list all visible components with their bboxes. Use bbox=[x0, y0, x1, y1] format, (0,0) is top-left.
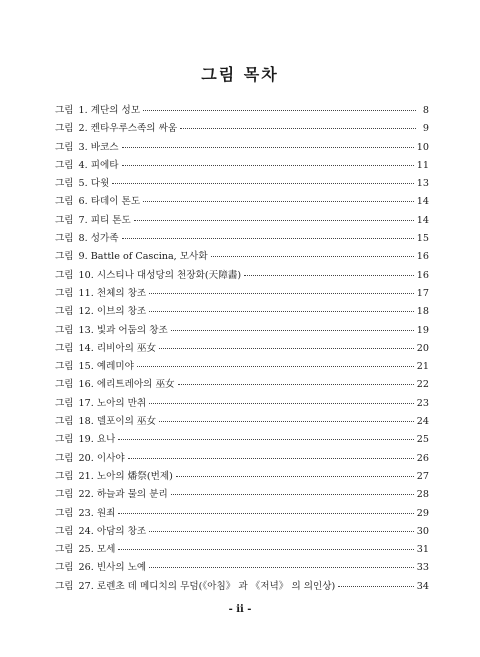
entry-prefix: 그림 bbox=[55, 562, 74, 574]
entry-prefix: 그림 bbox=[55, 105, 74, 116]
toc-entry bbox=[55, 505, 429, 523]
entry-prefix: 그림 bbox=[55, 159, 74, 171]
dot-leader bbox=[159, 347, 414, 349]
entry-title: 에리트레아의 巫女 bbox=[96, 379, 175, 391]
entry-number: 13. bbox=[78, 324, 94, 336]
entry-number: 21. bbox=[78, 470, 94, 482]
dot-leader bbox=[149, 292, 414, 294]
toc-entry bbox=[55, 358, 429, 376]
entry-page-number: 27 bbox=[416, 470, 429, 482]
entry-prefix: 그림 bbox=[55, 178, 74, 190]
toc-entry bbox=[55, 468, 429, 486]
page-number-footer: - ii - bbox=[228, 604, 252, 615]
entry-prefix: 그림 bbox=[55, 470, 74, 482]
entry-prefix: 그림 bbox=[55, 525, 74, 537]
dot-leader bbox=[149, 402, 414, 404]
toc-entry bbox=[55, 285, 429, 303]
toc-entry bbox=[55, 157, 429, 175]
toc-entry bbox=[55, 175, 429, 193]
entry-title: 계단의 성모 bbox=[90, 105, 141, 116]
entry-prefix: 그림 bbox=[55, 196, 74, 208]
toc-entry bbox=[55, 431, 429, 449]
entry-page-number: 9 bbox=[422, 123, 429, 135]
entry-prefix: 그림 bbox=[55, 397, 74, 409]
entry-page-number: 28 bbox=[416, 489, 429, 501]
entry-prefix: 그림 bbox=[55, 123, 74, 135]
dot-leader bbox=[338, 585, 413, 587]
entry-title: 천체의 창조 bbox=[96, 287, 147, 299]
dot-leader bbox=[171, 329, 414, 331]
entry-title: 로렌초 데 메디치의 무덤(《아침》 과 《저녁》 의 의인상) bbox=[96, 580, 336, 592]
entry-prefix: 그림 bbox=[55, 361, 74, 373]
entry-page-number: 21 bbox=[416, 361, 429, 373]
dot-leader bbox=[149, 566, 414, 568]
entry-prefix: 그림 bbox=[55, 379, 74, 391]
toc-entry bbox=[55, 413, 429, 431]
entry-number: 12. bbox=[78, 306, 94, 318]
entry-number: 20. bbox=[78, 452, 94, 464]
entry-number: 9. bbox=[78, 251, 88, 263]
entry-prefix: 그림 bbox=[55, 324, 74, 336]
dot-leader bbox=[143, 109, 416, 111]
entry-prefix: 그림 bbox=[55, 287, 74, 299]
entry-page-number: 22 bbox=[416, 379, 429, 391]
toc-entry bbox=[55, 102, 429, 120]
entry-title: Battle of Cascina, 모사화 bbox=[90, 251, 208, 263]
entry-title: 다윗 bbox=[90, 178, 110, 190]
toc-entry bbox=[55, 541, 429, 559]
toc-entry bbox=[55, 120, 429, 138]
entry-number: 10. bbox=[78, 269, 94, 281]
toc-entry bbox=[55, 523, 429, 541]
dot-leader bbox=[178, 383, 414, 385]
dot-leader bbox=[128, 457, 414, 459]
dot-leader bbox=[171, 493, 414, 495]
entry-page-number: 17 bbox=[416, 287, 429, 299]
entry-title: 모세 bbox=[96, 544, 116, 556]
entry-prefix: 그림 bbox=[55, 269, 74, 281]
toc-entry bbox=[55, 486, 429, 504]
figure-list bbox=[55, 102, 429, 596]
entry-page-number: 24 bbox=[416, 416, 429, 428]
entry-number: 4. bbox=[78, 159, 88, 171]
entry-title: 노아의 燔祭(번제) bbox=[96, 470, 173, 482]
entry-prefix: 그림 bbox=[55, 141, 74, 153]
entry-number: 11. bbox=[78, 287, 94, 299]
dot-leader bbox=[149, 530, 414, 532]
toc-entry bbox=[55, 193, 429, 211]
dot-leader bbox=[112, 182, 414, 184]
dot-leader bbox=[180, 127, 416, 129]
entry-number: 14. bbox=[78, 342, 94, 354]
entry-page-number: 13 bbox=[416, 178, 429, 190]
entry-page-number: 23 bbox=[416, 397, 429, 409]
dot-leader bbox=[244, 274, 414, 276]
entry-number: 2. bbox=[78, 123, 88, 135]
dot-leader bbox=[134, 219, 414, 221]
toc-entry bbox=[55, 559, 429, 577]
dot-leader bbox=[143, 200, 414, 202]
entry-page-number: 31 bbox=[416, 544, 429, 556]
entry-number: 6. bbox=[78, 196, 88, 208]
entry-number: 27. bbox=[78, 580, 94, 592]
entry-number: 26. bbox=[78, 562, 94, 574]
dot-leader bbox=[176, 475, 414, 477]
entry-page-number: 14 bbox=[416, 196, 429, 208]
entry-title: 이사야 bbox=[96, 452, 125, 464]
entry-number: 22. bbox=[78, 489, 94, 501]
entry-title: 하늘과 물의 분리 bbox=[96, 489, 168, 501]
entry-prefix: 그림 bbox=[55, 434, 74, 446]
entry-page-number: 25 bbox=[416, 434, 429, 446]
toc-entry bbox=[55, 139, 429, 157]
entry-title: 예레미야 bbox=[96, 361, 134, 373]
entry-number: 7. bbox=[78, 214, 88, 226]
entry-title: 이브의 창조 bbox=[96, 306, 147, 318]
entry-prefix: 그림 bbox=[55, 214, 74, 226]
entry-title: 피에타 bbox=[90, 159, 119, 171]
entry-number: 16. bbox=[78, 379, 94, 391]
entry-page-number: 33 bbox=[416, 562, 429, 574]
entry-page-number: 19 bbox=[416, 324, 429, 336]
toc-entry bbox=[55, 376, 429, 394]
toc-entry bbox=[55, 303, 429, 321]
dot-leader bbox=[149, 310, 414, 312]
toc-entry bbox=[55, 212, 429, 230]
dot-leader bbox=[159, 420, 414, 422]
toc-entry bbox=[55, 248, 429, 266]
entry-prefix: 그림 bbox=[55, 416, 74, 428]
entry-page-number: 29 bbox=[416, 507, 429, 519]
entry-number: 1. bbox=[78, 105, 88, 116]
toc-entry bbox=[55, 230, 429, 248]
entry-title: 피티 톤도 bbox=[90, 214, 131, 226]
dot-leader bbox=[118, 438, 413, 440]
dot-leader bbox=[122, 164, 414, 166]
entry-page-number: 20 bbox=[416, 342, 429, 354]
toc-entry bbox=[55, 340, 429, 358]
entry-number: 8. bbox=[78, 233, 88, 245]
entry-prefix: 그림 bbox=[55, 306, 74, 318]
entry-prefix: 그림 bbox=[55, 580, 74, 592]
entry-prefix: 그림 bbox=[55, 489, 74, 501]
toc-entry bbox=[55, 322, 429, 340]
entry-page-number: 8 bbox=[422, 105, 429, 116]
entry-title: 빈사의 노예 bbox=[96, 562, 147, 574]
entry-page-number: 11 bbox=[416, 159, 429, 171]
toc-entry bbox=[55, 578, 429, 596]
entry-title: 켄타우루스족의 싸움 bbox=[90, 123, 178, 135]
entry-title: 시스티나 대성당의 천장화(天障畵) bbox=[96, 269, 242, 281]
entry-number: 23. bbox=[78, 507, 94, 519]
dot-leader bbox=[122, 237, 414, 239]
entry-title: 아담의 창조 bbox=[96, 525, 147, 537]
toc-entry bbox=[55, 450, 429, 468]
entry-title: 타데이 톤도 bbox=[90, 196, 141, 208]
entry-page-number: 34 bbox=[416, 580, 429, 592]
entry-title: 성가족 bbox=[90, 233, 119, 245]
entry-title: 빛과 어둠의 창조 bbox=[96, 324, 168, 336]
entry-page-number: 16 bbox=[416, 251, 429, 263]
entry-number: 25. bbox=[78, 544, 94, 556]
toc-entry bbox=[55, 395, 429, 413]
entry-number: 19. bbox=[78, 434, 94, 446]
entry-number: 3. bbox=[78, 141, 88, 153]
entry-page-number: 10 bbox=[416, 141, 429, 153]
entry-page-number: 15 bbox=[416, 233, 429, 245]
entry-title: 요나 bbox=[96, 434, 116, 446]
entry-title: 원죄 bbox=[96, 507, 116, 519]
dot-leader bbox=[122, 146, 414, 148]
dot-leader bbox=[118, 512, 413, 514]
dot-leader bbox=[137, 365, 414, 367]
entry-prefix: 그림 bbox=[55, 251, 74, 263]
entry-page-number: 16 bbox=[416, 269, 429, 281]
entry-title: 델포이의 巫女 bbox=[96, 416, 157, 428]
toc-entry bbox=[55, 267, 429, 285]
entry-prefix: 그림 bbox=[55, 233, 74, 245]
entry-page-number: 30 bbox=[416, 525, 429, 537]
entry-prefix: 그림 bbox=[55, 342, 74, 354]
entry-title: 리비아의 巫女 bbox=[96, 342, 157, 354]
entry-page-number: 18 bbox=[416, 306, 429, 318]
entry-number: 17. bbox=[78, 397, 94, 409]
entry-number: 15. bbox=[78, 361, 94, 373]
entry-prefix: 그림 bbox=[55, 452, 74, 464]
entry-title: 바코스 bbox=[90, 141, 119, 153]
entry-page-number: 14 bbox=[416, 214, 429, 226]
entry-prefix: 그림 bbox=[55, 507, 74, 519]
entry-number: 5. bbox=[78, 178, 88, 190]
entry-page-number: 26 bbox=[416, 452, 429, 464]
dot-leader bbox=[118, 548, 413, 550]
dot-leader bbox=[211, 255, 414, 257]
entry-number: 24. bbox=[78, 525, 94, 537]
entry-prefix: 그림 bbox=[55, 544, 74, 556]
page-title: 그림 목차 bbox=[201, 65, 279, 84]
entry-title: 노아의 만취 bbox=[96, 397, 147, 409]
entry-number: 18. bbox=[78, 416, 94, 428]
